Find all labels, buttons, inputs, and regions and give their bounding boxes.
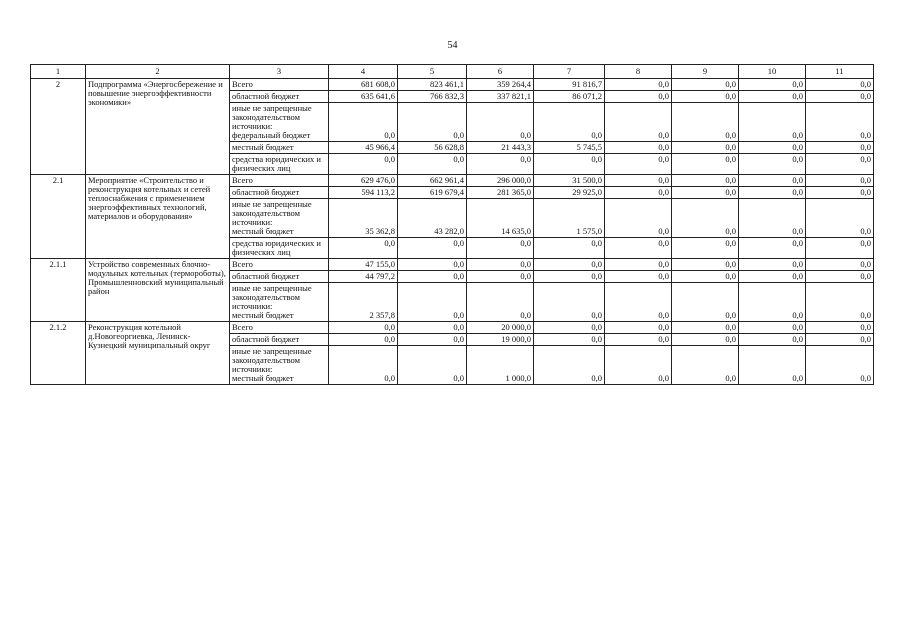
value-cell: 0,0 bbox=[739, 322, 806, 334]
value-cell: 0,0 bbox=[398, 103, 467, 142]
value-cell: 635 641,6 bbox=[329, 91, 398, 103]
value-cell: 0,0 bbox=[467, 238, 534, 259]
value-cell: 5 745,5 bbox=[534, 142, 605, 154]
measure-name: Устройство современных блочно-модульных котельных (термороботы), Промышленновский муниципальный район bbox=[86, 259, 230, 322]
value-cell: 0,0 bbox=[398, 346, 467, 385]
budget-table bbox=[30, 64, 874, 385]
value-cell: 0,0 bbox=[605, 259, 672, 271]
value-cell: 19 000,0 bbox=[467, 334, 534, 346]
source-label bbox=[230, 283, 329, 322]
value-cell: 0,0 bbox=[398, 259, 467, 271]
value-cell: 0,0 bbox=[398, 334, 467, 346]
value-cell: 0,0 bbox=[534, 283, 605, 322]
value-cell: 21 443,3 bbox=[467, 142, 534, 154]
value-cell: 0,0 bbox=[605, 91, 672, 103]
row-number: 2.1 bbox=[31, 175, 86, 259]
value-cell: 0,0 bbox=[605, 346, 672, 385]
value-cell: 0,0 bbox=[605, 154, 672, 175]
value-cell: 359 264,4 bbox=[467, 79, 534, 91]
source-label bbox=[230, 199, 329, 238]
value-cell: 0,0 bbox=[672, 103, 739, 142]
value-cell: 594 113,2 bbox=[329, 187, 398, 199]
value-cell: 0,0 bbox=[605, 142, 672, 154]
header-row bbox=[31, 65, 874, 79]
value-cell: 0,0 bbox=[806, 238, 874, 259]
value-cell: 31 500,0 bbox=[534, 175, 605, 187]
source-sub-label: местный бюджет bbox=[232, 373, 294, 383]
value-cell: 0,0 bbox=[739, 103, 806, 142]
value-cell: 0,0 bbox=[467, 271, 534, 283]
column-header: 8 bbox=[605, 65, 672, 79]
value-cell: 281 365,0 bbox=[467, 187, 534, 199]
value-cell: 0,0 bbox=[467, 103, 534, 142]
value-cell: 47 155,0 bbox=[329, 259, 398, 271]
source-label bbox=[230, 346, 329, 385]
source-sub-label: местный бюджет bbox=[232, 142, 294, 152]
value-cell: 2 357,8 bbox=[329, 283, 398, 322]
value-cell: 0,0 bbox=[806, 271, 874, 283]
source-label bbox=[230, 154, 329, 175]
row-number: 2.1.1 bbox=[31, 259, 86, 322]
source-label: Всего bbox=[230, 259, 329, 271]
value-cell: 0,0 bbox=[605, 103, 672, 142]
value-cell: 0,0 bbox=[739, 79, 806, 91]
column-header: 11 bbox=[806, 65, 874, 79]
value-cell: 29 925,0 bbox=[534, 187, 605, 199]
value-cell: 0,0 bbox=[398, 322, 467, 334]
value-cell: 0,0 bbox=[329, 346, 398, 385]
value-cell: 45 966,4 bbox=[329, 142, 398, 154]
source-sub-label: федеральный бюджет bbox=[232, 130, 311, 140]
value-cell: 0,0 bbox=[806, 259, 874, 271]
value-cell: 91 816,7 bbox=[534, 79, 605, 91]
value-cell: 0,0 bbox=[806, 322, 874, 334]
value-cell: 0,0 bbox=[739, 154, 806, 175]
value-cell: 0,0 bbox=[672, 322, 739, 334]
source-label: областной бюджет bbox=[230, 271, 329, 283]
value-cell: 0,0 bbox=[806, 334, 874, 346]
source-sub-label: средства юридических и физических лиц bbox=[232, 154, 321, 173]
value-cell: 0,0 bbox=[806, 187, 874, 199]
value-cell: 0,0 bbox=[329, 154, 398, 175]
source-group-label: иные не запрещенные законодательством источники: bbox=[232, 199, 312, 227]
value-cell: 0,0 bbox=[806, 199, 874, 238]
value-cell: 0,0 bbox=[806, 346, 874, 385]
column-header: 6 bbox=[467, 65, 534, 79]
source-sub-label: местный бюджет bbox=[232, 226, 294, 236]
value-cell: 0,0 bbox=[806, 154, 874, 175]
table-row bbox=[31, 79, 874, 91]
value-cell: 0,0 bbox=[806, 103, 874, 142]
value-cell: 0,0 bbox=[398, 238, 467, 259]
value-cell: 0,0 bbox=[672, 91, 739, 103]
value-cell: 0,0 bbox=[534, 271, 605, 283]
value-cell: 0,0 bbox=[534, 259, 605, 271]
source-label bbox=[230, 103, 329, 142]
value-cell: 0,0 bbox=[739, 142, 806, 154]
value-cell: 0,0 bbox=[672, 142, 739, 154]
value-cell: 0,0 bbox=[739, 259, 806, 271]
value-cell: 0,0 bbox=[467, 283, 534, 322]
source-label: областной бюджет bbox=[230, 187, 329, 199]
value-cell: 0,0 bbox=[605, 334, 672, 346]
measure-name: Реконструкция котельной д.Новогеоргиевка, Ленинск-Кузнецкий муниципальный округ bbox=[86, 322, 230, 385]
value-cell: 0,0 bbox=[672, 283, 739, 322]
value-cell: 0,0 bbox=[739, 346, 806, 385]
value-cell: 86 071,2 bbox=[534, 91, 605, 103]
value-cell: 44 797,2 bbox=[329, 271, 398, 283]
value-cell: 681 608,0 bbox=[329, 79, 398, 91]
value-cell: 0,0 bbox=[605, 283, 672, 322]
source-label: областной бюджет bbox=[230, 334, 329, 346]
value-cell: 0,0 bbox=[467, 259, 534, 271]
source-label: областной бюджет bbox=[230, 91, 329, 103]
value-cell: 0,0 bbox=[672, 334, 739, 346]
value-cell: 0,0 bbox=[605, 79, 672, 91]
table-row bbox=[31, 259, 874, 271]
value-cell: 0,0 bbox=[605, 199, 672, 238]
value-cell: 0,0 bbox=[605, 175, 672, 187]
value-cell: 0,0 bbox=[534, 334, 605, 346]
value-cell: 0,0 bbox=[672, 259, 739, 271]
source-label bbox=[230, 238, 329, 259]
value-cell: 0,0 bbox=[739, 91, 806, 103]
value-cell: 0,0 bbox=[329, 238, 398, 259]
value-cell: 0,0 bbox=[329, 322, 398, 334]
value-cell: 0,0 bbox=[672, 175, 739, 187]
measure-name: Мероприятие «Строительство и реконструкция котельных и сетей теплоснабжения с применением энергоэффективных технологий, материалов и оборудования» bbox=[86, 175, 230, 259]
value-cell: 1 000,0 bbox=[467, 346, 534, 385]
row-number: 2 bbox=[31, 79, 86, 175]
value-cell: 0,0 bbox=[329, 103, 398, 142]
value-cell: 0,0 bbox=[605, 271, 672, 283]
page-number: 54 bbox=[447, 40, 458, 51]
value-cell: 35 362,8 bbox=[329, 199, 398, 238]
value-cell: 0,0 bbox=[534, 238, 605, 259]
column-header: 3 bbox=[230, 65, 329, 79]
value-cell: 0,0 bbox=[806, 91, 874, 103]
value-cell: 0,0 bbox=[806, 142, 874, 154]
value-cell: 0,0 bbox=[739, 283, 806, 322]
source-label: Всего bbox=[230, 79, 329, 91]
value-cell: 0,0 bbox=[534, 154, 605, 175]
table-row bbox=[31, 175, 874, 187]
value-cell: 0,0 bbox=[605, 322, 672, 334]
source-sub-label: местный бюджет bbox=[232, 310, 294, 320]
value-cell: 0,0 bbox=[398, 271, 467, 283]
source-label: Всего bbox=[230, 322, 329, 334]
value-cell: 0,0 bbox=[605, 238, 672, 259]
source-group-label: иные не запрещенные законодательством источники: bbox=[232, 103, 312, 131]
value-cell: 0,0 bbox=[398, 283, 467, 322]
column-header: 2 bbox=[86, 65, 230, 79]
value-cell: 0,0 bbox=[806, 175, 874, 187]
value-cell: 0,0 bbox=[672, 199, 739, 238]
column-header: 10 bbox=[739, 65, 806, 79]
value-cell: 0,0 bbox=[605, 187, 672, 199]
value-cell: 0,0 bbox=[739, 199, 806, 238]
table-row bbox=[31, 322, 874, 334]
value-cell: 0,0 bbox=[672, 238, 739, 259]
column-header: 7 bbox=[534, 65, 605, 79]
value-cell: 0,0 bbox=[739, 271, 806, 283]
column-header: 1 bbox=[31, 65, 86, 79]
value-cell: 1 575,0 bbox=[534, 199, 605, 238]
value-cell: 0,0 bbox=[672, 187, 739, 199]
column-header: 5 bbox=[398, 65, 467, 79]
source-label: Всего bbox=[230, 175, 329, 187]
value-cell: 0,0 bbox=[534, 346, 605, 385]
value-cell: 0,0 bbox=[806, 79, 874, 91]
row-number: 2.1.2 bbox=[31, 322, 86, 385]
value-cell: 619 679,4 bbox=[398, 187, 467, 199]
measure-name: Подпрограмма «Энергосбережение и повышение энергоэффективности экономики» bbox=[86, 79, 230, 175]
value-cell: 0,0 bbox=[534, 322, 605, 334]
source-group-label: иные не запрещенные законодательством источники: bbox=[232, 346, 312, 374]
value-cell: 0,0 bbox=[467, 154, 534, 175]
value-cell: 56 628,8 bbox=[398, 142, 467, 154]
value-cell: 662 961,4 bbox=[398, 175, 467, 187]
value-cell: 0,0 bbox=[534, 103, 605, 142]
source-group-label: иные не запрещенные законодательством источники: bbox=[232, 283, 312, 311]
value-cell: 0,0 bbox=[739, 334, 806, 346]
source-label bbox=[230, 142, 329, 154]
value-cell: 0,0 bbox=[806, 283, 874, 322]
value-cell: 0,0 bbox=[739, 175, 806, 187]
value-cell: 629 476,0 bbox=[329, 175, 398, 187]
column-header: 4 bbox=[329, 65, 398, 79]
value-cell: 0,0 bbox=[739, 187, 806, 199]
value-cell: 337 821,1 bbox=[467, 91, 534, 103]
value-cell: 43 282,0 bbox=[398, 199, 467, 238]
value-cell: 20 000,0 bbox=[467, 322, 534, 334]
value-cell: 823 461,1 bbox=[398, 79, 467, 91]
value-cell: 0,0 bbox=[672, 346, 739, 385]
value-cell: 0,0 bbox=[329, 334, 398, 346]
value-cell: 296 000,0 bbox=[467, 175, 534, 187]
value-cell: 0,0 bbox=[672, 79, 739, 91]
value-cell: 0,0 bbox=[672, 271, 739, 283]
column-header: 9 bbox=[672, 65, 739, 79]
value-cell: 0,0 bbox=[672, 154, 739, 175]
value-cell: 0,0 bbox=[398, 154, 467, 175]
source-sub-label: средства юридических и физических лиц bbox=[232, 238, 321, 257]
value-cell: 0,0 bbox=[739, 238, 806, 259]
value-cell: 766 832,3 bbox=[398, 91, 467, 103]
value-cell: 14 635,0 bbox=[467, 199, 534, 238]
